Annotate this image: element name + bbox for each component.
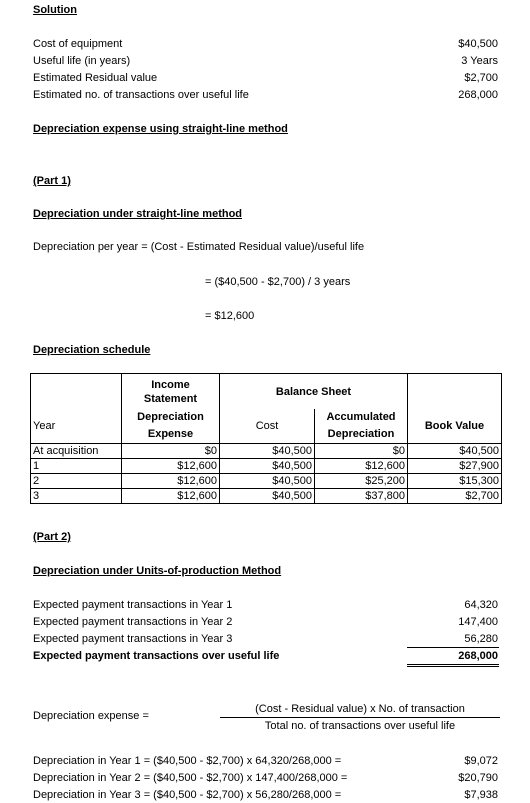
header-book-value: Book Value: [408, 409, 502, 444]
input-label-life: Useful life (in years): [33, 55, 131, 67]
expected-label-year1: Expected payment transactions in Year 1: [33, 599, 233, 611]
cell-year: 1: [31, 459, 122, 474]
header-year: Year: [31, 409, 122, 444]
dep-expense-label: Depreciation expense =: [33, 710, 149, 722]
part2-label: (Part 2): [33, 531, 71, 543]
header-statement: Statement: [122, 392, 220, 409]
expected-label-year2: Expected payment transactions in Year 2: [33, 616, 233, 628]
cell-book-value: $15,300: [408, 474, 502, 489]
cell-book-value: $2,700: [408, 489, 502, 504]
sl-heading: Depreciation expense using straight-line method: [33, 123, 288, 135]
expected-value-year1: 64,320: [464, 599, 498, 611]
cell-expense: $0: [122, 444, 220, 459]
input-value-transactions: 268,000: [458, 89, 498, 101]
depreciation-schedule-table: [30, 373, 502, 504]
input-label-cost: Cost of equipment: [33, 38, 123, 50]
total-rule-bottom-2: [407, 666, 499, 667]
fraction-numerator: (Cost - Residual value) x No. of transaction: [255, 703, 465, 715]
units-label-year1: Depreciation in Year 1 = ($40,500 - $2,700) x 64,320/268,000 =: [33, 755, 342, 767]
part1-heading: Depreciation under straight-line method: [33, 208, 243, 220]
cell-cost: $40,500: [220, 459, 315, 474]
header-income: Income: [122, 374, 220, 393]
cell-accumulated: $37,800: [315, 489, 408, 504]
part2-heading: Depreciation under Units-of-production Method: [33, 565, 282, 577]
table-row: [31, 474, 502, 489]
cell-book-value: $27,900: [408, 459, 502, 474]
header-spacer: [31, 374, 122, 410]
cell-expense: $12,600: [122, 489, 220, 504]
header-cost: Cost: [220, 409, 315, 444]
header-spacer-right: [408, 374, 502, 410]
expected-label-year3: Expected payment transactions in Year 3: [33, 633, 233, 645]
fraction-denominator: Total no. of transactions over useful life: [264, 720, 456, 732]
total-rule-top: [407, 647, 499, 648]
header-dep-2: Expense: [122, 426, 220, 444]
cell-expense: $12,600: [122, 474, 220, 489]
formula-line-3: = $12,600: [205, 310, 255, 322]
input-value-residual: $2,700: [464, 72, 498, 84]
cell-cost: $40,500: [220, 489, 315, 504]
input-label-transactions: Estimated no. of transactions over useful life: [33, 89, 249, 101]
cell-accumulated: $12,600: [315, 459, 408, 474]
cell-cost: $40,500: [220, 474, 315, 489]
units-label-year3: Depreciation in Year 3 = ($40,500 - $2,700) x 56,280/268,000 =: [33, 789, 342, 801]
cell-year: 2: [31, 474, 122, 489]
expected-total-value: 268,000: [458, 650, 498, 662]
schedule-heading: Depreciation schedule: [33, 344, 151, 356]
table-row: [31, 489, 502, 504]
input-value-cost: $40,500: [458, 38, 498, 50]
part1-label: (Part 1): [33, 175, 71, 187]
table-row: [31, 459, 502, 474]
header-dep-1: Depreciation: [122, 409, 220, 426]
header-acc-2: Depreciation: [315, 426, 408, 444]
header-balance-sheet: Balance Sheet: [220, 374, 408, 410]
expected-value-year3: 56,280: [464, 633, 498, 645]
input-value-life: 3 Years: [461, 55, 498, 67]
header-acc-1: Accumulated: [315, 409, 408, 426]
fraction-bar: [220, 717, 500, 718]
cell-book-value: $40,500: [408, 444, 502, 459]
units-value-year2: $20,790: [458, 772, 498, 784]
cell-accumulated: $25,200: [315, 474, 408, 489]
formula-line-2: = ($40,500 - $2,700) / 3 years: [205, 276, 351, 288]
units-value-year1: $9,072: [464, 755, 498, 767]
page-title: Solution: [33, 4, 77, 16]
table-header-row-bottom: [31, 409, 502, 426]
units-value-year3: $7,938: [464, 789, 498, 801]
table-header-row-top: [31, 374, 502, 393]
cell-cost: $40,500: [220, 444, 315, 459]
cell-year: At acquisition: [31, 444, 122, 459]
cell-accumulated: $0: [315, 444, 408, 459]
formula-line-1: Depreciation per year = (Cost - Estimated Residual value)/useful life: [33, 241, 365, 253]
input-label-residual: Estimated Residual value: [33, 72, 158, 84]
table-row: [31, 444, 502, 459]
expected-total-label: Expected payment transactions over useful life: [33, 650, 280, 662]
units-label-year2: Depreciation in Year 2 = ($40,500 - $2,700) x 147,400/268,000 =: [33, 772, 348, 784]
expected-value-year2: 147,400: [458, 616, 498, 628]
total-rule-bottom-1: [407, 664, 499, 665]
cell-year: 3: [31, 489, 122, 504]
cell-expense: $12,600: [122, 459, 220, 474]
